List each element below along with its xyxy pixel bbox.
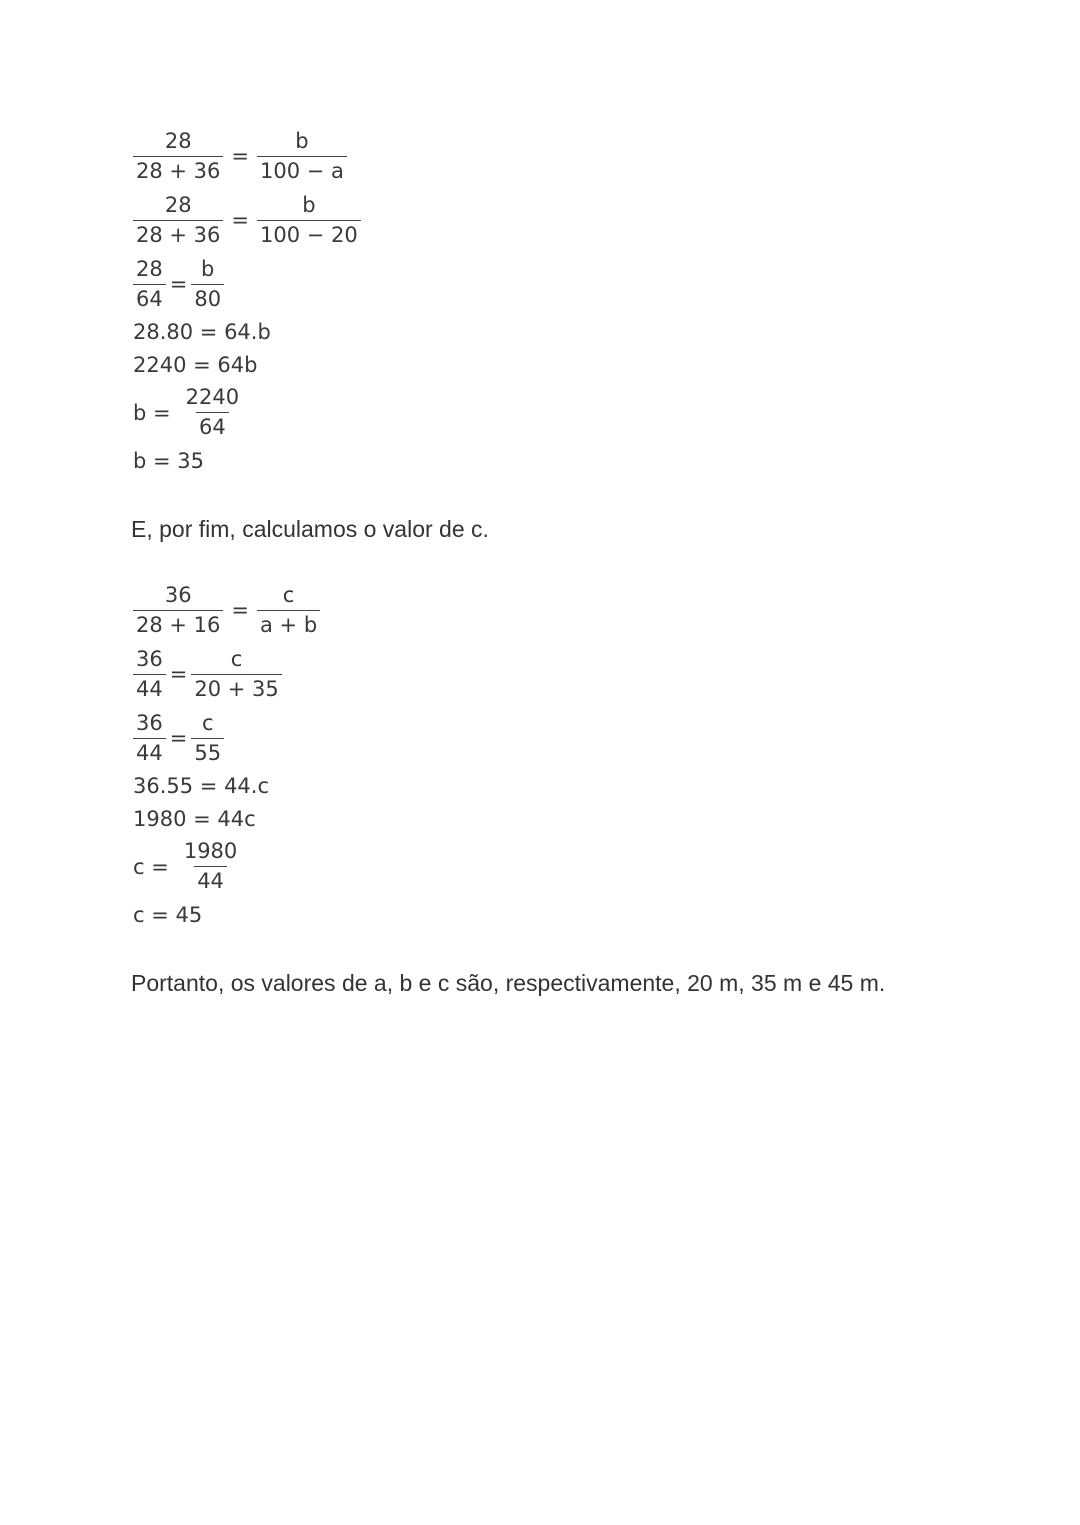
fraction: [191, 255, 224, 314]
numerator: 36: [164, 583, 192, 607]
equation-c-2: [133, 645, 282, 704]
equation-c-3: [133, 709, 224, 768]
equation-b-7: b = 35: [133, 449, 204, 473]
derivation-b: [133, 127, 358, 473]
fraction: [257, 191, 361, 250]
numerator: 36: [136, 647, 163, 671]
fraction: [133, 127, 223, 186]
equation-c-1: [133, 581, 320, 640]
equation-lhs: b =: [133, 400, 171, 425]
numerator: 28: [164, 129, 192, 153]
denominator: 100 − 20: [257, 220, 361, 250]
equation-c-7: c = 45: [133, 903, 203, 927]
fraction: [133, 645, 166, 704]
numerator: 28: [136, 257, 163, 281]
equation-b-1: [133, 127, 347, 186]
numerator: b: [201, 257, 215, 281]
equation-b-3: [133, 255, 224, 314]
denominator: a + b: [257, 610, 320, 640]
equation-c-4: 36.55 = 44.c: [133, 774, 270, 798]
intro-paragraph-c: E, por fim, calculamos o valor de c.: [131, 516, 489, 542]
denominator: 44: [133, 674, 166, 704]
denominator: 55: [191, 738, 224, 768]
fraction: [181, 837, 240, 896]
numerator: b: [295, 129, 309, 153]
equals-sign: =: [169, 662, 188, 686]
fraction: [257, 581, 320, 640]
fraction: [191, 709, 224, 768]
fraction: [133, 709, 166, 768]
numerator: c: [230, 647, 243, 671]
fraction: [133, 581, 223, 640]
numerator: 1980: [183, 839, 238, 863]
numerator: 36: [136, 711, 163, 735]
denominator: 28 + 16: [133, 610, 223, 640]
denominator: 28 + 36: [133, 156, 223, 186]
equals-sign: =: [169, 726, 188, 750]
numerator: c: [201, 711, 214, 735]
fraction: [191, 645, 281, 704]
equation-b-2: [133, 191, 361, 250]
equals-sign: =: [231, 598, 249, 622]
numerator: b: [302, 193, 316, 217]
denominator: 44: [194, 866, 227, 896]
equals-sign: =: [231, 144, 249, 168]
denominator: 80: [191, 284, 224, 314]
fraction: [133, 191, 223, 250]
denominator: 100 − a: [257, 156, 347, 186]
equation-b-6: [133, 383, 242, 442]
equation-c-5: 1980 = 44c: [133, 807, 256, 831]
numerator: c: [282, 583, 295, 607]
equation-lhs: c =: [133, 854, 169, 879]
equals-sign: =: [169, 272, 188, 296]
numerator: 28: [164, 193, 192, 217]
denominator: 44: [133, 738, 166, 768]
equation-b-4: 28.80 = 64.b: [133, 320, 271, 344]
equation-c-6: [133, 837, 240, 896]
equation-b-5: 2240 = 64b: [133, 353, 258, 377]
denominator: 28 + 36: [133, 220, 223, 250]
equals-sign: =: [231, 208, 249, 232]
derivation-c: [133, 581, 318, 927]
fraction: [133, 255, 166, 314]
numerator: 2240: [185, 385, 240, 409]
fraction: [183, 383, 242, 442]
denominator: 20 + 35: [191, 674, 281, 704]
fraction: [257, 127, 347, 186]
conclusion-paragraph: Portanto, os valores de a, b e c são, respectivamente, 20 m, 35 m e 45 m.: [131, 970, 886, 996]
denominator: 64: [133, 284, 166, 314]
denominator: 64: [196, 412, 229, 442]
